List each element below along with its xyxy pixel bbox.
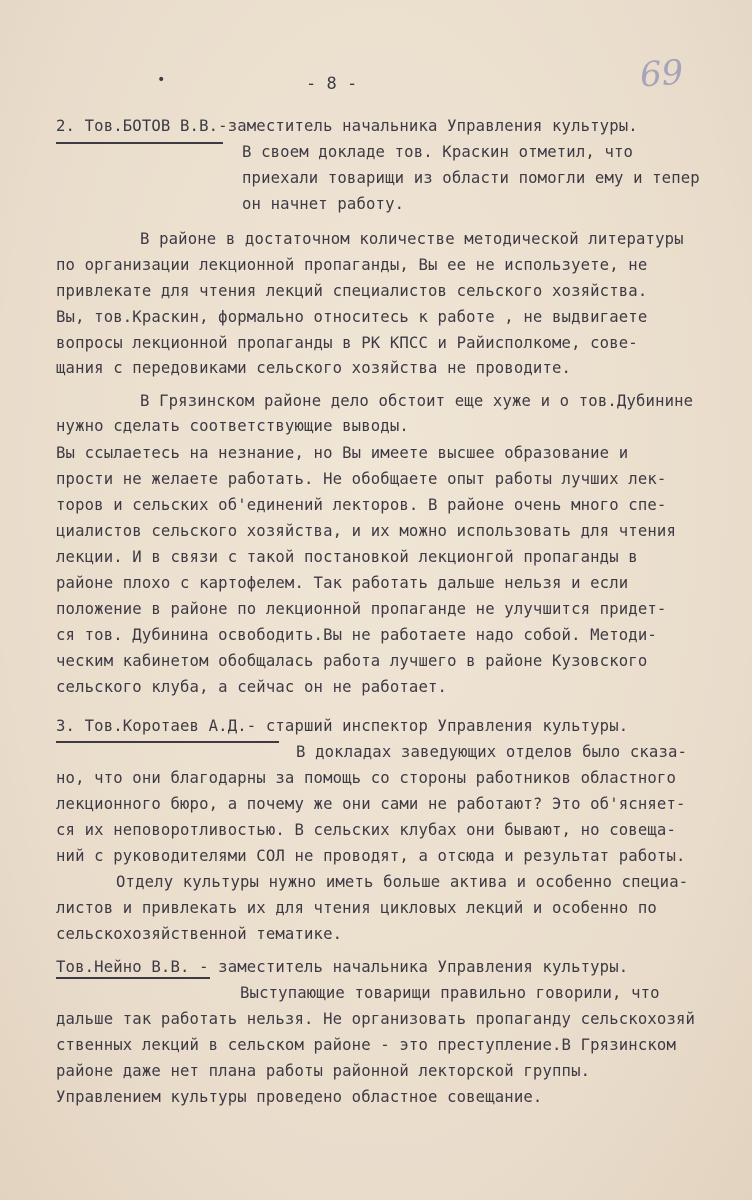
- text-line: ся их неповоротливостью. В сельских клубах они бывают, но совеща-: [56, 821, 676, 839]
- text-line: Управлением культуры проведено областное совещание.: [56, 1088, 543, 1106]
- page-number: - 8 -: [306, 74, 358, 94]
- text-line: вопросы лекционной пропаганды в РК КПСС и Райисполкоме, сове-: [56, 334, 638, 352]
- text-line: В докладах заведующих отделов было сказа-: [296, 743, 688, 761]
- text-line: ственных лекций в сельском районе - это преступление.В Грязинском: [56, 1036, 676, 1054]
- text-line: нужно сделать соответствующие выводы.: [56, 417, 409, 435]
- text-line: но, что они благодарны за помощь со стороны работников областного: [56, 769, 676, 787]
- text-line: листов и привлекать их для чтения цикловых лекций и особенно по: [56, 899, 657, 917]
- folio-number: 69: [638, 52, 685, 96]
- text-line: Выступающие товарищи правильно говорили, что: [240, 984, 660, 1002]
- text-line: дальше так работать нельзя. Не организовать пропаганду сельскохозяй: [56, 1010, 696, 1028]
- text-line: лекции. И в связи с такой постановкой лекционгой пропаганды в: [56, 548, 638, 566]
- text-line: 2. Тов.БОТОВ В.В.-заместитель начальника Управления культуры.: [56, 117, 638, 135]
- text-line: щания с передовиками сельского хозяйства не проводите.: [56, 359, 572, 377]
- text-line: В районе в достаточном количестве методической литературы: [140, 230, 684, 248]
- text-line: сельского клуба, а сейчас он не работает.: [56, 678, 448, 696]
- text-line: циалистов сельского хозяйства, и их можно использовать для чтения: [56, 522, 676, 540]
- text-line: Вы, тов.Краскин, формально относитесь к работе , не выдвигаете: [56, 308, 648, 326]
- text-line: районе плохо с картофелем. Так работать дальше нельзя и если: [56, 574, 629, 592]
- text-line: прости не желаете работать. Не обобщаете опыт работы лучших лек-: [56, 470, 667, 488]
- text-line: районе даже нет плана работы районной лекторской группы.: [56, 1062, 591, 1080]
- text-line: лекционного бюро, а почему же они сами не работают? Это об'ясняет-: [56, 795, 686, 813]
- text-line: ний с руководителями СОЛ не проводят, а отсюда и результат работы.: [56, 847, 686, 865]
- text-line: Тов.Нейно В.В. - заместитель начальника Управления культуры.: [56, 958, 629, 976]
- speaker-underline: [56, 977, 210, 979]
- text-line: он начнет работу.: [242, 195, 405, 213]
- text-line: сельскохозяйственной тематике.: [56, 925, 343, 943]
- text-line: ческим кабинетом обобщалась работа лучшего в районе Кузовского: [56, 652, 648, 670]
- text-line: В Грязинском районе дело обстоит еще хуже и о тов.Дубинине: [140, 392, 694, 410]
- text-line: Отделу культуры нужно иметь больше актива и особенно специа-: [116, 873, 689, 891]
- text-line: по организации лекционной пропаганды, Вы ее не используете, не: [56, 256, 648, 274]
- speaker-underline: [56, 142, 223, 144]
- text-line: ся тов. Дубинина освободить.Вы не работаете надо собой. Методи-: [56, 626, 657, 644]
- text-line: положение в районе по лекционной пропаганде не улучшится придет-: [56, 600, 667, 618]
- text-line: приехали товарищи из области помогли ему и тепер: [242, 169, 700, 187]
- speaker-underline: [56, 741, 279, 743]
- text-line: В своем докладе тов. Краскин отметил, что: [242, 143, 634, 161]
- text-line: торов и сельских об'единений лекторов. В районе очень много спе-: [56, 496, 667, 514]
- text-line: Вы ссылаетесь на незнание, но Вы имеете высшее образование и: [56, 444, 629, 462]
- stray-mark: •: [157, 72, 166, 88]
- text-line: привлекате для чтения лекций специалистов сельского хозяйства.: [56, 282, 648, 300]
- text-line: 3. Тов.Коротаев А.Д.- старший инспектор Управления культуры.: [56, 717, 629, 735]
